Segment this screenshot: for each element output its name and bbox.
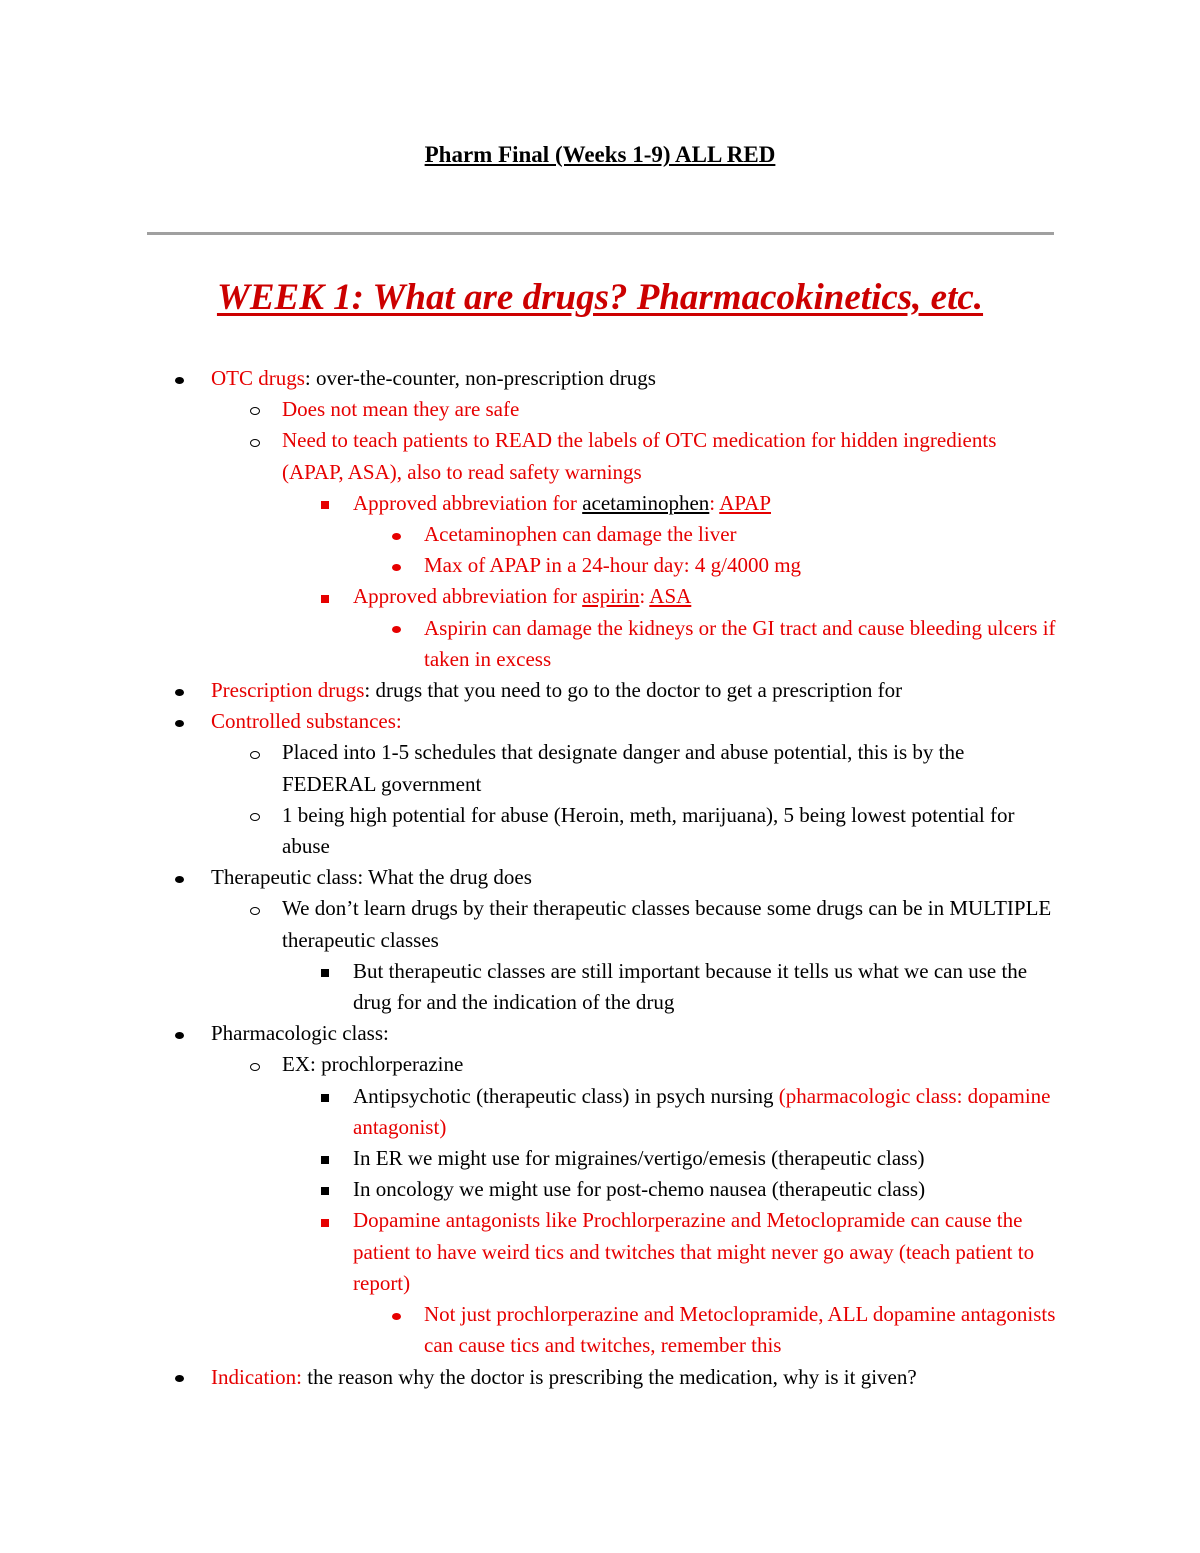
bullet-square-icon xyxy=(318,488,332,519)
otc-teach: Need to teach patients to READ the labels of OTC medication for hidden ingredients (APAP, ASA), also to read safety warnings xyxy=(282,428,997,484)
bullet-square-icon xyxy=(318,1081,332,1112)
list-item xyxy=(0,706,1200,737)
apap-abbreviation: APAP xyxy=(719,490,771,515)
bullet-circle-icon xyxy=(248,394,262,425)
list-item xyxy=(0,862,1200,893)
asa-word: aspirin xyxy=(582,584,640,609)
term-pharmacologic: Pharmacologic class: xyxy=(211,1021,389,1046)
asa-colon: : xyxy=(639,584,650,609)
oncology-use: In oncology we might use for post-chemo nausea (therapeutic class) xyxy=(353,1177,926,1202)
otc-not-safe: Does not mean they are safe xyxy=(282,397,520,422)
bullet-dot-icon xyxy=(172,706,186,737)
apap-colon: : xyxy=(709,490,720,515)
tics-warning: Dopamine antagonists like Prochlorperazine and Metoclopramide can cause the patient to have weird tics and twitches that might never go away (teach patient to report) xyxy=(353,1208,1035,1295)
bullet-dot-icon xyxy=(389,1299,403,1330)
prescription-definition: : drugs that you need to go to the doctor to get a prescription for xyxy=(364,678,903,703)
list-item xyxy=(0,1018,1200,1049)
bullet-dot-icon xyxy=(172,363,186,394)
bullet-square-icon xyxy=(318,1143,332,1174)
list-item xyxy=(0,956,1200,1018)
list-item xyxy=(0,737,1200,799)
bullet-square-icon xyxy=(318,1205,332,1236)
term-therapeutic: Therapeutic class: What the drug does xyxy=(211,865,532,890)
asa-damage: Aspirin can damage the kidneys or the GI tract and cause bleeding ulcers if taken in excess xyxy=(424,615,1056,671)
bullet-square-icon xyxy=(318,581,332,612)
bullet-square-icon xyxy=(318,1174,332,1205)
asa-prefix: Approved abbreviation for xyxy=(353,584,583,609)
indication-definition: the reason why the doctor is prescribing the medication, why is it given? xyxy=(301,1364,917,1389)
er-use: In ER we might use for migraines/vertigo/emesis (therapeutic class) xyxy=(353,1146,925,1171)
list-item xyxy=(0,1081,1200,1143)
bullet-dot-icon xyxy=(389,519,403,550)
therapeutic-multiple: We don’t learn drugs by their therapeutic classes because some drugs can be in MULTIPLE therapeutic classes xyxy=(282,896,1052,952)
therapeutic-important: But therapeutic classes are still important because it tells us what we can use the drug for and the indication of the drug xyxy=(353,958,1028,1015)
horizontal-rule xyxy=(147,232,1054,235)
term-prescription: Prescription drugs xyxy=(211,678,365,703)
bullet-circle-icon xyxy=(248,737,262,768)
apap-liver: Acetaminophen can damage the liver xyxy=(424,522,737,547)
list-item xyxy=(0,581,1200,612)
list-item xyxy=(0,1174,1200,1205)
bullet-square-icon xyxy=(318,956,332,987)
list-item xyxy=(0,1049,1200,1080)
document-title: Pharm Final (Weeks 1-9) ALL RED xyxy=(424,142,776,167)
list-item xyxy=(0,425,1200,487)
term-controlled: Controlled substances: xyxy=(211,709,402,734)
bullet-circle-icon xyxy=(248,800,262,831)
bullet-circle-icon xyxy=(248,425,262,456)
week-heading: WEEK 1: What are drugs? Pharmacokinetics, etc. xyxy=(216,277,984,318)
list-item xyxy=(0,1205,1200,1299)
psych-text: Antipsychotic (therapeutic class) in psych nursing xyxy=(353,1083,779,1108)
list-item xyxy=(0,800,1200,862)
bullet-circle-icon xyxy=(248,893,262,924)
list-item xyxy=(0,550,1200,581)
term-indication: Indication: xyxy=(211,1364,302,1389)
asa-abbreviation: ASA xyxy=(649,584,692,609)
list-item xyxy=(0,363,1200,394)
bullet-dot-icon xyxy=(389,550,403,581)
bullet-circle-icon xyxy=(248,1049,262,1080)
apap-max: Max of APAP in a 24-hour day: 4 g/4000 mg xyxy=(424,553,802,578)
all-antagonists: Not just prochlorperazine and Metoclopramide, ALL dopamine antagonists can cause tics and twitches, remember this xyxy=(424,1302,1056,1358)
bullet-dot-icon xyxy=(172,675,186,706)
bullet-dot-icon xyxy=(172,1018,186,1049)
list-item xyxy=(0,394,1200,425)
list-item xyxy=(0,519,1200,550)
otc-definition: : over-the-counter, non-prescription drugs xyxy=(304,366,656,390)
controlled-range: 1 being high potential for abuse (Heroin, meth, marijuana), 5 being lowest potential for abuse xyxy=(282,802,1015,859)
apap-prefix: Approved abbreviation for xyxy=(353,490,583,515)
bullet-dot-icon xyxy=(389,613,403,644)
bullet-dot-icon xyxy=(172,1362,186,1393)
list-item xyxy=(0,1299,1200,1361)
list-item xyxy=(0,1362,1200,1393)
term-otc: OTC drugs xyxy=(211,366,305,390)
controlled-schedules: Placed into 1-5 schedules that designate danger and abuse potential, this is by the FEDERAL government xyxy=(282,740,965,796)
list-item xyxy=(0,675,1200,706)
apap-word: acetaminophen xyxy=(582,490,710,515)
list-item xyxy=(0,488,1200,519)
list-item xyxy=(0,1143,1200,1174)
bullet-dot-icon xyxy=(172,862,186,893)
list-item xyxy=(0,613,1200,675)
notes-list xyxy=(0,363,1200,1393)
psych-pharmacologic-class: (pharmacologic class: dopamine antagonist) xyxy=(353,1083,1051,1139)
list-item xyxy=(0,893,1200,955)
pharmacologic-example: EX: prochlorperazine xyxy=(282,1052,464,1077)
